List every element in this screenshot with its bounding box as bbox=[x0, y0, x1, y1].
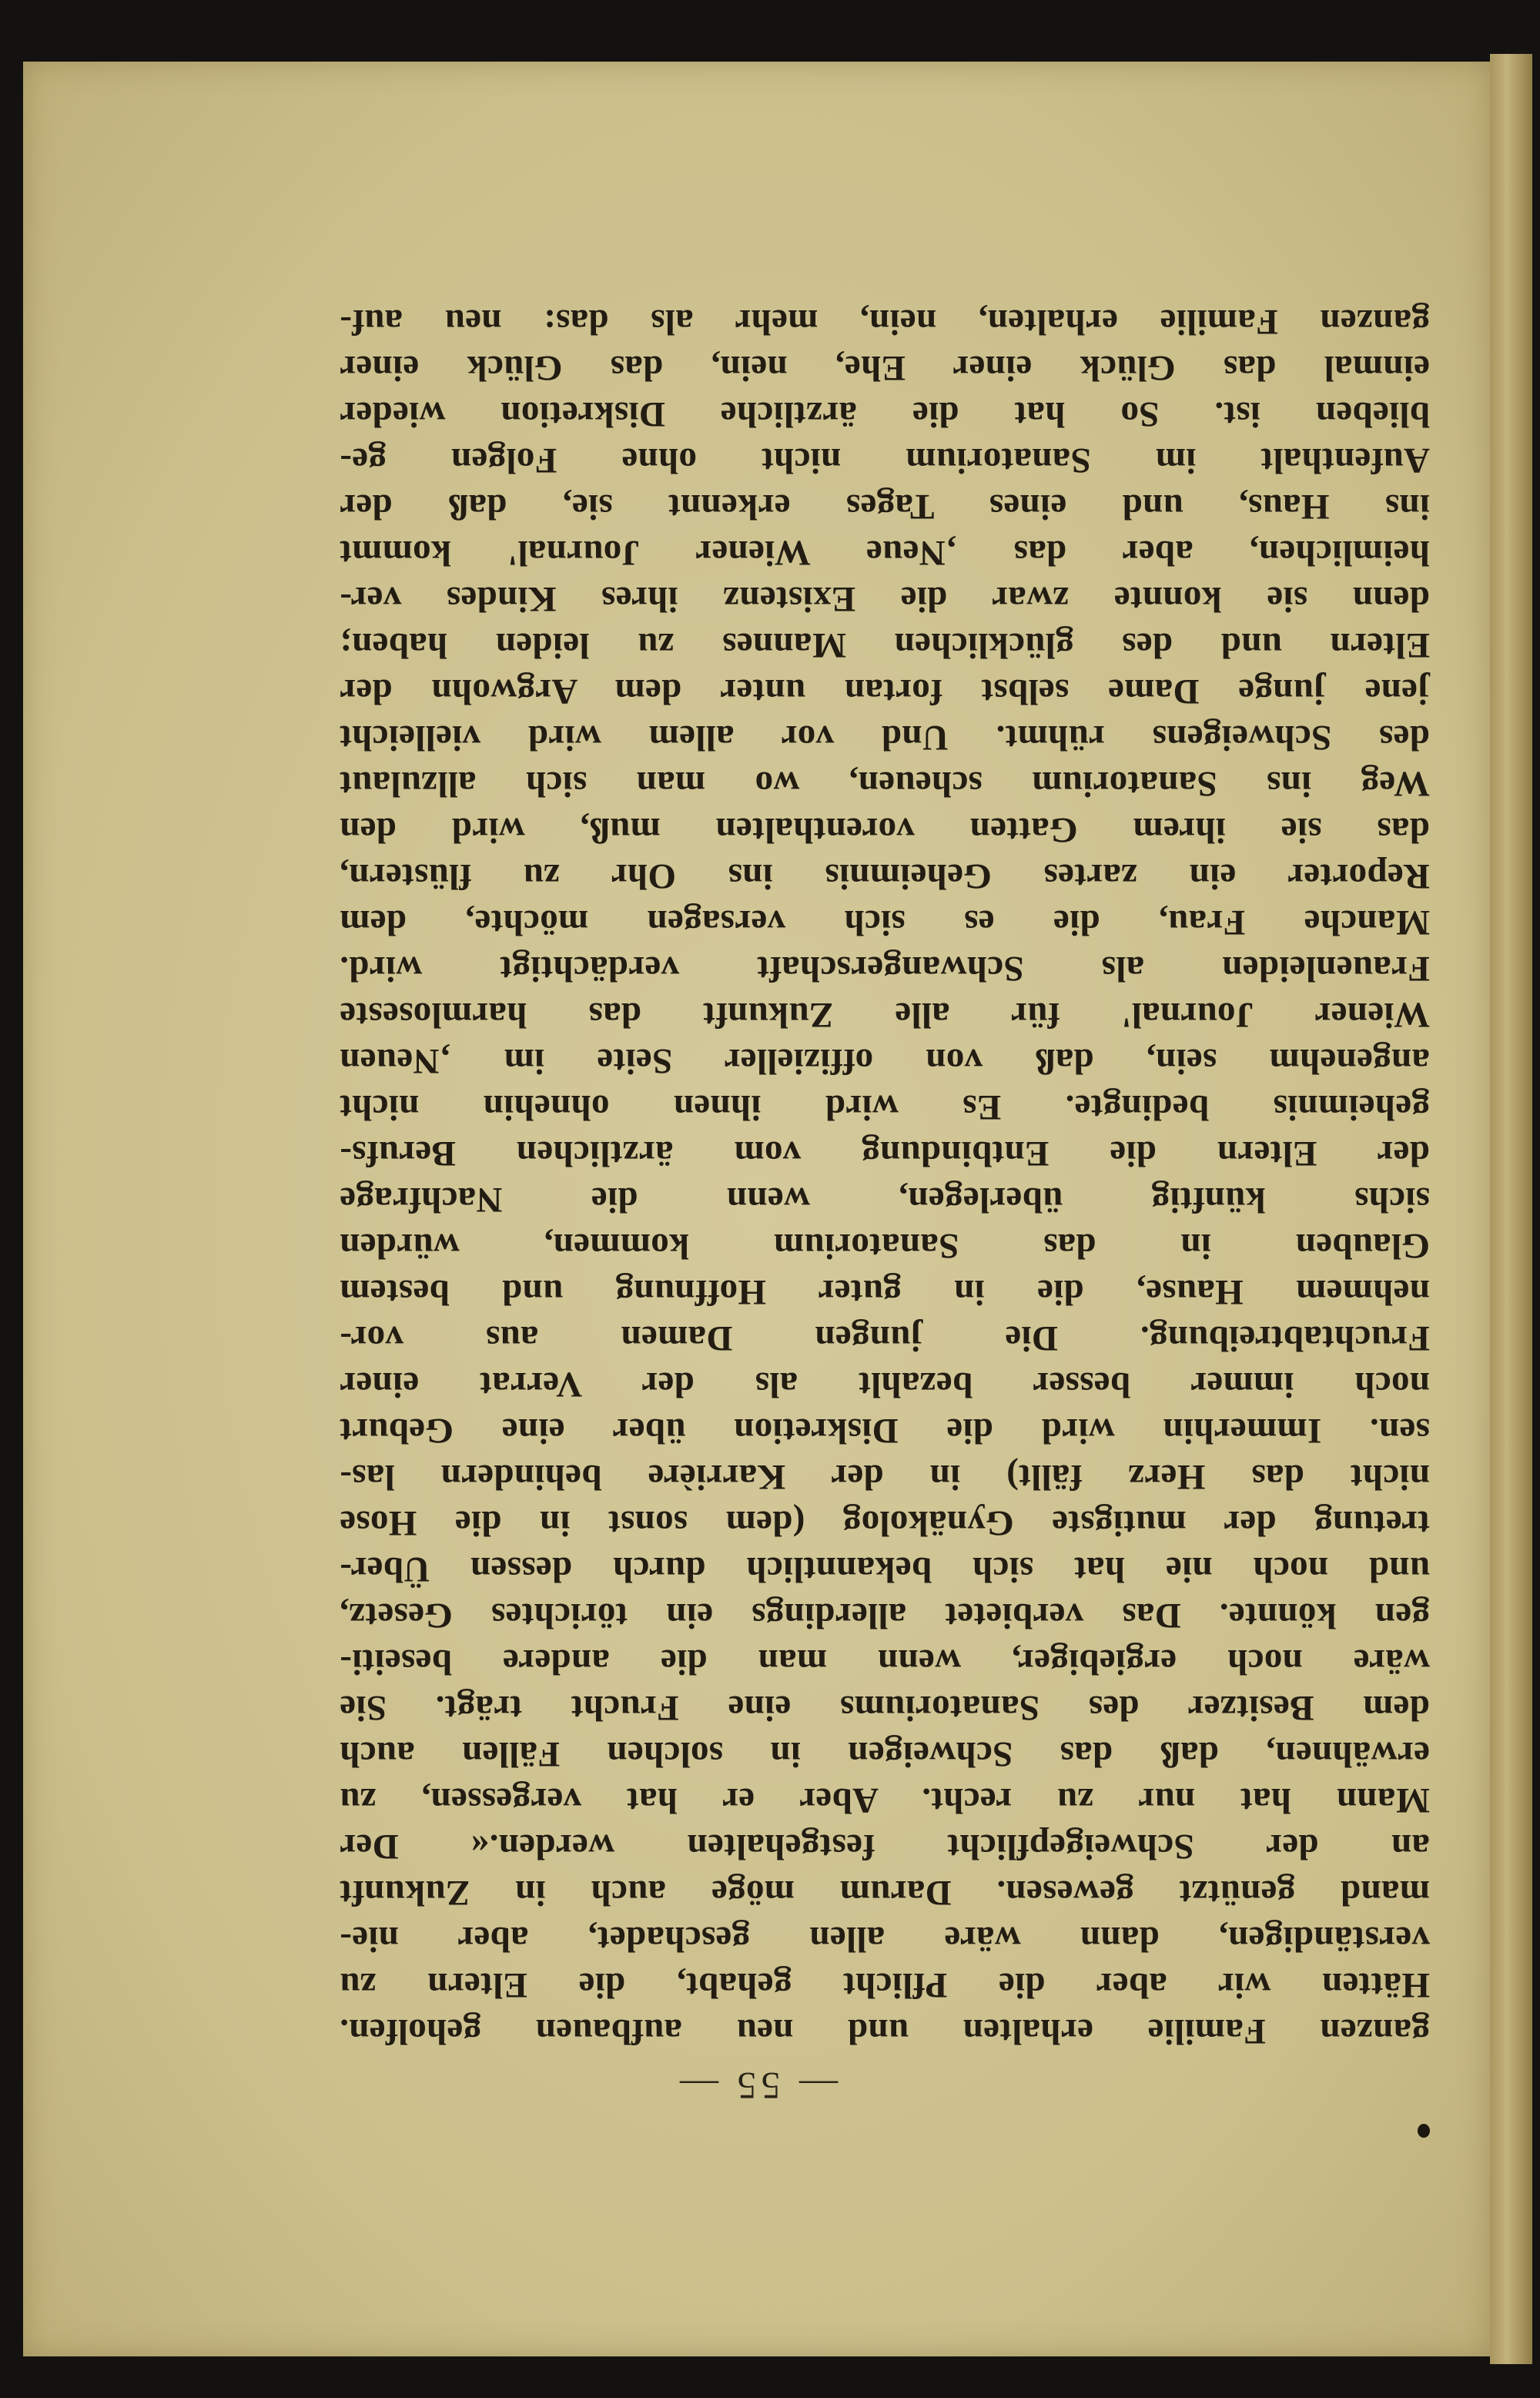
page-number: — 55 — bbox=[675, 2065, 838, 2108]
text-line-content: Fruchtabtreibung. Die jungen Damen aus vor- bbox=[340, 1318, 1430, 1358]
text-line-content: Reporter ein zartes Geheimnis ins Ohr zu flüstern, bbox=[340, 856, 1430, 896]
text-line-content: und noch nie hat sich bekanntlich durch dessen Über- bbox=[340, 1549, 1430, 1589]
text-line bbox=[340, 899, 1430, 946]
text-line-content: erwähnen, daß das Schweigen in solchen Fällen auch bbox=[340, 1734, 1430, 1774]
text-line bbox=[340, 946, 1430, 992]
text-line bbox=[340, 1408, 1430, 1454]
book-page-upside-down bbox=[23, 62, 1490, 2356]
text-line-content: an der Schweigepflicht festgehalten werden.« Der bbox=[340, 1827, 1430, 1867]
text-line-content: Mann hat nur zu recht. Aber er hat vergessen, zu bbox=[340, 1780, 1430, 1820]
text-line-content: Weg ins Sanatorium scheuen, wo man sich allzulaut bbox=[340, 764, 1430, 804]
text-line bbox=[340, 530, 1430, 576]
page-edge-binding bbox=[1490, 54, 1532, 2364]
text-line bbox=[340, 622, 1430, 668]
text-line-content: Frauenleiden als Schwangerschaft verdächtigt wird. bbox=[340, 949, 1430, 989]
text-line-content: Manche Frau, die es sich versagen möchte, dem bbox=[340, 903, 1430, 943]
text-line-content: gen könnte. Das verbietet allerdings ein törichtes Gesetz, bbox=[340, 1596, 1430, 1636]
text-line bbox=[340, 1269, 1430, 1315]
text-line-content: ganzen Familie erhalten und neu aufbauen geholfen. bbox=[340, 2011, 1430, 2051]
text-line-content: verständigen, dann wäre allen geschadet, aber nie- bbox=[340, 1919, 1430, 1959]
text-line bbox=[340, 715, 1430, 761]
text-line bbox=[340, 391, 1430, 437]
text-line bbox=[340, 1546, 1430, 1593]
text-line-content: ganzen Familie erhalten, nein, mehr als das: neu auf- bbox=[340, 302, 1430, 342]
text-line-content: wäre noch ergiebiger, wenn man die andere beseiti- bbox=[340, 1642, 1430, 1682]
text-line-content: nicht das Herz fällt) in der Karrière behindern las- bbox=[340, 1457, 1430, 1497]
text-line bbox=[340, 576, 1430, 622]
text-line bbox=[340, 1777, 1430, 1824]
text-line bbox=[340, 299, 1430, 345]
text-line-content: das sie ihrem Gatten vorenthalten muß, wird den bbox=[340, 810, 1430, 850]
text-line-content: des Schweigens rühmt. Und vor allem wird vielleicht bbox=[340, 718, 1430, 758]
text-line-content: denn sie konnte zwar die Existenz ihres Kindes ver- bbox=[340, 579, 1430, 619]
text-line-content: sichs künftig überlegen, wenn die Nachfrage bbox=[340, 1180, 1430, 1220]
text-line bbox=[340, 1361, 1430, 1408]
text-line bbox=[340, 437, 1430, 484]
text-line-content: nehmem Hause, die in guter Hoffnung und bestem bbox=[340, 1272, 1430, 1312]
text-line-content: noch immer besser bezahlt als der Verrat einer bbox=[340, 1365, 1430, 1405]
text-line bbox=[340, 668, 1430, 715]
text-line bbox=[340, 807, 1430, 853]
text-line bbox=[340, 1916, 1430, 1962]
body-text bbox=[340, 299, 1430, 2055]
text-line-content: ins Haus, und eines Tages erkennt sie, daß der bbox=[340, 487, 1430, 527]
text-line bbox=[340, 1731, 1430, 1777]
text-line-content: tretung der mutigste Gynäkolog (dem sonst in die Hose bbox=[340, 1503, 1430, 1543]
text-line bbox=[340, 1593, 1430, 1639]
text-line bbox=[340, 1084, 1430, 1130]
text-line bbox=[340, 345, 1430, 391]
text-line-content: Aufenthalt im Sanatorium nicht ohne Folgen ge- bbox=[340, 440, 1430, 481]
text-line-content: jene junge Dame selbst fortan unter dem Argwohn der bbox=[340, 672, 1430, 712]
text-line bbox=[340, 761, 1430, 807]
text-line bbox=[340, 2008, 1430, 2055]
text-line-content: einmal das Glück einer Ehe, nein, das Glück einer bbox=[340, 348, 1430, 388]
text-line-content: angenehm sein, daß von offizieller Seite im ‚Neuen bbox=[340, 1041, 1430, 1081]
text-line-content: Glauben in das Sanatorium kommen, würden bbox=[340, 1226, 1430, 1266]
text-line bbox=[340, 1962, 1430, 2008]
text-line bbox=[340, 1223, 1430, 1269]
text-line-content: Hätten wir aber die Pflicht gehabt, die Eltern zu bbox=[340, 1965, 1430, 2005]
text-line bbox=[340, 1639, 1430, 1685]
text-line-content: geheimnis bedingte. Es wird ihnen ohnehin nicht bbox=[340, 1087, 1430, 1127]
text-line-content: Eltern und des glücklichen Mannes zu leiden haben; bbox=[340, 625, 1430, 665]
text-line bbox=[340, 1500, 1430, 1546]
text-line-content: mand genützt gewesen. Darum möge auch in Zukunft bbox=[340, 1873, 1430, 1913]
text-line-content: sen. Immerhin wird die Diskretion über eine Geburt bbox=[340, 1411, 1430, 1451]
text-line-content: heimlichen, aber das ‚Neue Wiener Journal' kommt bbox=[340, 533, 1430, 573]
text-line bbox=[340, 484, 1430, 530]
text-line bbox=[340, 1177, 1430, 1223]
text-line bbox=[340, 1870, 1430, 1916]
text-line bbox=[340, 1454, 1430, 1500]
text-line bbox=[340, 1824, 1430, 1870]
text-line bbox=[340, 1685, 1430, 1731]
text-line-content: dem Besitzer des Sanatoriums eine Frucht trägt. Sie bbox=[340, 1688, 1430, 1728]
text-line-content: der Eltern die Entbindung vom ärztlichen Berufs- bbox=[340, 1134, 1430, 1174]
text-line-content: blieben ist. So hat die ärztliche Diskretion wieder bbox=[340, 394, 1430, 434]
text-line bbox=[340, 992, 1430, 1038]
text-line bbox=[340, 1038, 1430, 1084]
text-line bbox=[340, 1130, 1430, 1177]
text-line bbox=[340, 853, 1430, 899]
ink-spot bbox=[1418, 2124, 1430, 2138]
text-line-content: Wiener Journal' für alle Zukunft das harmloseste bbox=[340, 995, 1430, 1035]
text-line bbox=[340, 1315, 1430, 1361]
